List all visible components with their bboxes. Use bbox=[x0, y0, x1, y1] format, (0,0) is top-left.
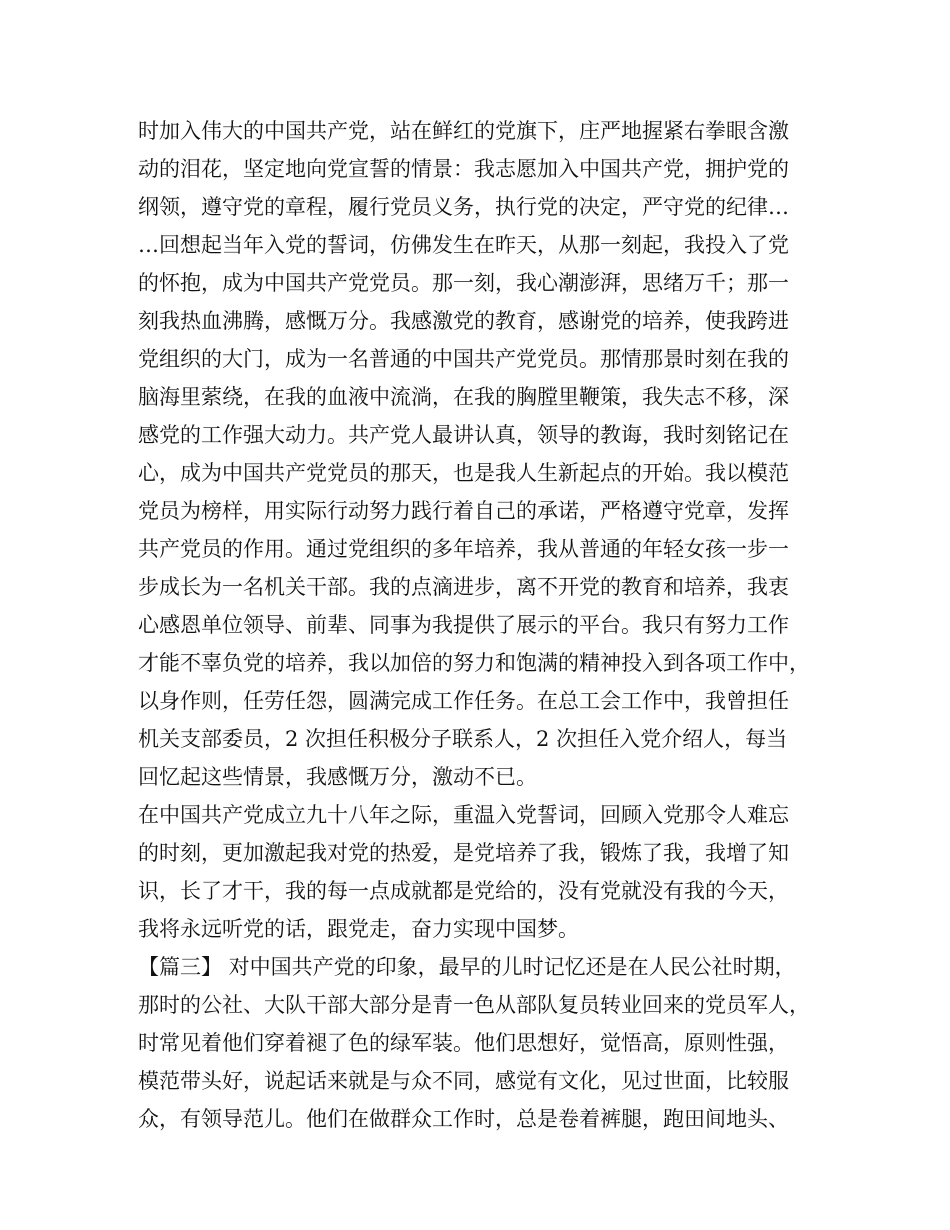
text-line: 以身作则，任劳任怨，圆满完成工作任务。在总工会工作中，我曾担任 bbox=[138, 689, 789, 713]
text-line: …回想起当年入党的誓词，仿佛发生在昨天，从那一刻起，我投入了党 bbox=[138, 233, 789, 257]
body-text bbox=[138, 112, 828, 1138]
text-line: 回忆起这些情景，我感慨万分，激动不已。 bbox=[138, 765, 537, 789]
text-line: 步成长为一名机关干部。我的点滴进步，离不开党的教育和培养，我衷 bbox=[138, 575, 789, 599]
text-line: 才能不辜负党的培养，我以加倍的努力和饱满的精神投入到各项工作中， bbox=[138, 651, 810, 675]
text-line: 的时刻，更加激起我对党的热爱，是党培养了我，锻炼了我，我增了知 bbox=[138, 841, 789, 865]
text-line: 共产党员的作用。通过党组织的多年培养，我从普通的年轻女孩一步一 bbox=[138, 537, 789, 561]
text-line: 我将永远听党的话，跟党走，奋力实现中国梦。 bbox=[138, 917, 579, 941]
text-line: 党员为榜样，用实际行动努力践行着自己的承诺，严格遵守党章，发挥 bbox=[138, 499, 789, 523]
text-line: 感党的工作强大动力。共产党人最讲认真，领导的教诲，我时刻铭记在 bbox=[138, 423, 789, 447]
text-line: 时加入伟大的中国共产党，站在鲜红的党旗下，庄严地握紧右拳眼含激 bbox=[138, 119, 789, 143]
text-line: 那时的公社、大队干部大部分是青一色从部队复员转业回来的党员军人， bbox=[138, 993, 810, 1017]
text-line: 识，长了才干，我的每一点成就都是党给的，没有党就没有我的今天， bbox=[138, 879, 789, 903]
text-line: 党组织的大门，成为一名普通的中国共产党党员。那情那景时刻在我的 bbox=[138, 347, 789, 371]
text-line: 机关支部委员，2 次担任积极分子联系人，2 次担任入党介绍人，每当 bbox=[138, 727, 788, 751]
text-line: 刻我热血沸腾，感慨万分。我感激党的教育，感谢党的培养，使我跨进 bbox=[138, 309, 789, 333]
text-line: 在中国共产党成立九十八年之际，重温入党誓词，回顾入党那令人难忘 bbox=[138, 803, 789, 827]
text-line: 心，成为中国共产党党员的那天，也是我人生新起点的开始。我以模范 bbox=[138, 461, 789, 485]
text-line: 脑海里萦绕，在我的血液中流淌，在我的胸膛里鞭策，我失志不移，深 bbox=[138, 385, 789, 409]
text-line: 【篇三】 对中国共产党的印象，最早的儿时记忆还是在人民公社时期， bbox=[138, 955, 796, 979]
text-line: 众，有领导范儿。他们在做群众工作时，总是卷着裤腿，跑田间地头、 bbox=[138, 1107, 789, 1131]
text-line: 纲领，遵守党的章程，履行党员义务，执行党的决定，严守党的纪律… bbox=[138, 195, 789, 219]
text-line: 动的泪花，坚定地向党宣誓的情景：我志愿加入中国共产党，拥护党的 bbox=[138, 157, 789, 181]
text-line: 模范带头好，说起话来就是与众不同，感觉有文化，见过世面，比较服 bbox=[138, 1069, 789, 1093]
text-line: 的怀抱，成为中国共产党党员。那一刻，我心潮澎湃，思绪万千；那一 bbox=[138, 271, 789, 295]
text-line: 时常见着他们穿着褪了色的绿军装。他们思想好，觉悟高，原则性强， bbox=[138, 1031, 789, 1055]
text-line: 心感恩单位领导、前辈、同事为我提供了展示的平台。我只有努力工作 bbox=[138, 613, 789, 637]
